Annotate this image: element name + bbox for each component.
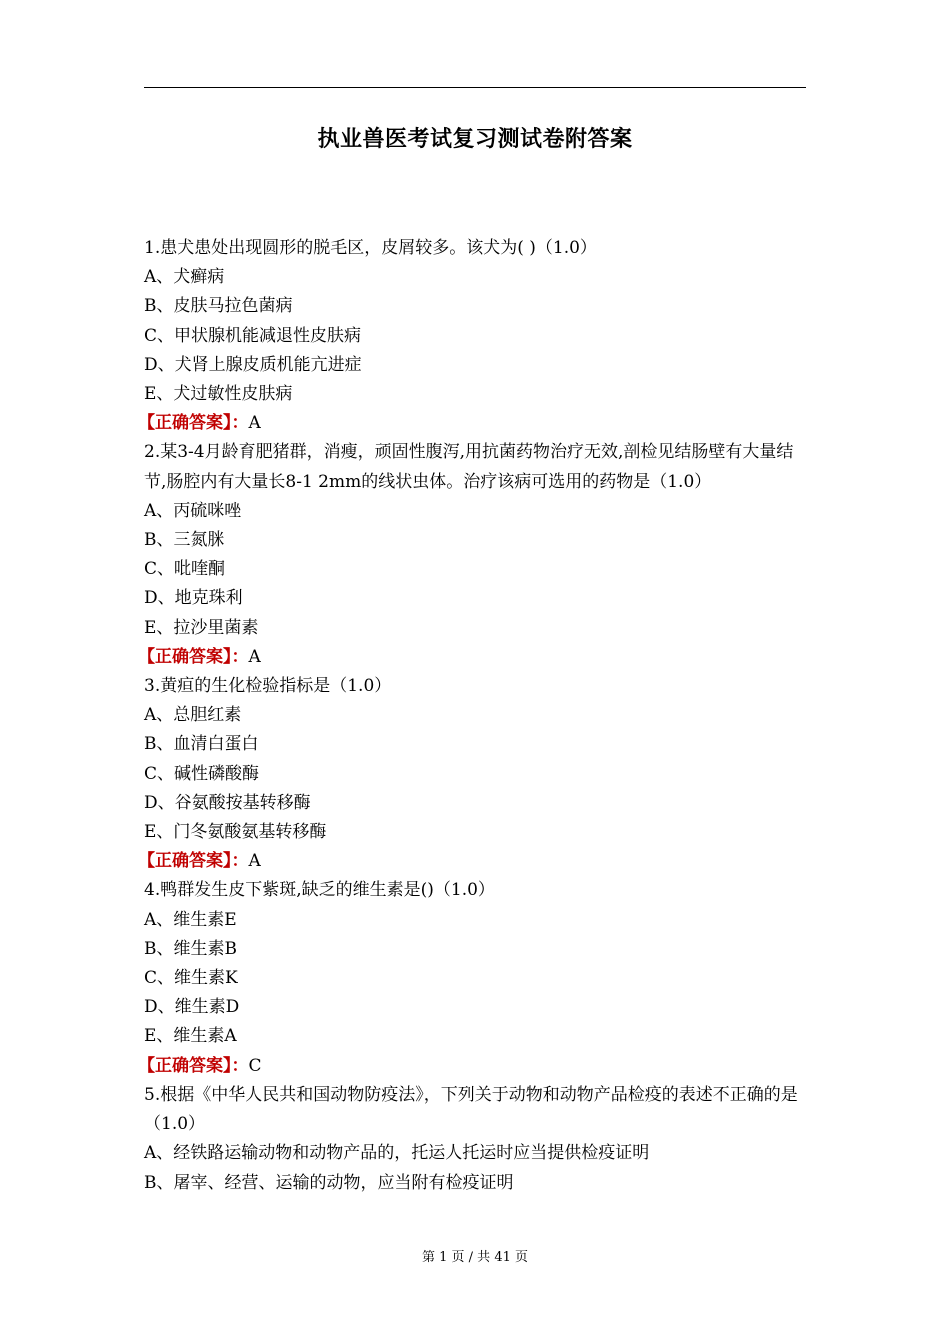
question-stem: 5.根据《中华人民共和国动物防疫法》，下列关于动物和动物产品检疫的表述不正确的是（1.0） [144, 1084, 798, 1135]
option-e: E、维生素A [144, 1026, 237, 1047]
question-list [138, 234, 809, 1198]
option-b: B、屠宰、经营、运输的动物，应当附有检疫证明 [144, 1172, 514, 1193]
question-4 [138, 876, 809, 1080]
question-1 [138, 234, 809, 438]
option-c: C、吡喹酮 [144, 559, 226, 580]
correct-answer [138, 409, 809, 438]
question-5 [144, 1081, 809, 1198]
correct-answer [138, 847, 809, 876]
header-rule [144, 87, 806, 88]
option-c: C、碱性磷酸酶 [144, 763, 260, 784]
correct-answer [138, 643, 809, 672]
option-b: B、维生素B [144, 938, 237, 959]
correct-answer-label: 【正确答案】： [138, 646, 249, 667]
option-b: B、皮肤马拉色菌病 [144, 296, 293, 317]
question-2 [138, 438, 809, 672]
correct-answer-value: A [248, 413, 261, 434]
option-a: A、犬癣病 [144, 267, 225, 288]
option-c: C、甲状腺机能减退性皮肤病 [144, 325, 362, 346]
correct-answer [138, 1052, 809, 1081]
option-d: D、犬肾上腺皮质机能亢进症 [144, 354, 362, 375]
option-a: A、经铁路运输动物和动物产品的，托运人托运时应当提供检疫证明 [144, 1143, 650, 1164]
correct-answer-label: 【正确答案】： [138, 1055, 249, 1076]
option-a: A、维生素E [144, 909, 237, 930]
option-a: A、总胆红素 [144, 705, 242, 726]
question-3 [138, 672, 809, 876]
page-footer: 第 1 页 / 共 41 页 [422, 1250, 528, 1265]
option-e: E、犬过敏性皮肤病 [144, 384, 293, 405]
option-a: A、丙硫咪唑 [144, 500, 242, 521]
option-e: E、门冬氨酸氨基转移酶 [144, 822, 327, 843]
document-title: 执业兽医考试复习测试卷附答案 [317, 127, 633, 152]
option-d: D、维生素D [144, 997, 240, 1018]
question-stem: 1.患犬患处出现圆形的脱毛区，皮屑较多。该犬为( )（1.0） [144, 238, 597, 258]
correct-answer-value: C [248, 1055, 262, 1076]
correct-answer-label: 【正确答案】： [138, 851, 249, 872]
option-d: D、谷氨酸按基转移酶 [144, 792, 311, 813]
option-b: B、三氮脒 [144, 530, 225, 551]
correct-answer-value: A [248, 646, 261, 667]
question-stem: 3.黄疸的生化检验指标是（1.0） [144, 676, 392, 697]
question-stem: 2.某3-4月龄育肥猪群，消瘦，顽固性腹泻,用抗菌药物治疗无效,剖检见结肠壁有大量结节,肠腔内有大量长8-1 2mm的线状虫体。治疗该病可选用的药物是（1.0） [144, 442, 794, 492]
option-e: E、拉沙里菌素 [144, 617, 259, 638]
question-stem: 4.鸭群发生皮下紫斑,缺乏的维生素是()（1.0） [144, 880, 495, 901]
correct-answer-label: 【正确答案】： [138, 413, 249, 434]
option-c: C、维生素K [144, 968, 238, 989]
correct-answer-value: A [248, 851, 261, 872]
option-b: B、血清白蛋白 [144, 734, 259, 755]
option-d: D、地克珠利 [144, 588, 243, 609]
